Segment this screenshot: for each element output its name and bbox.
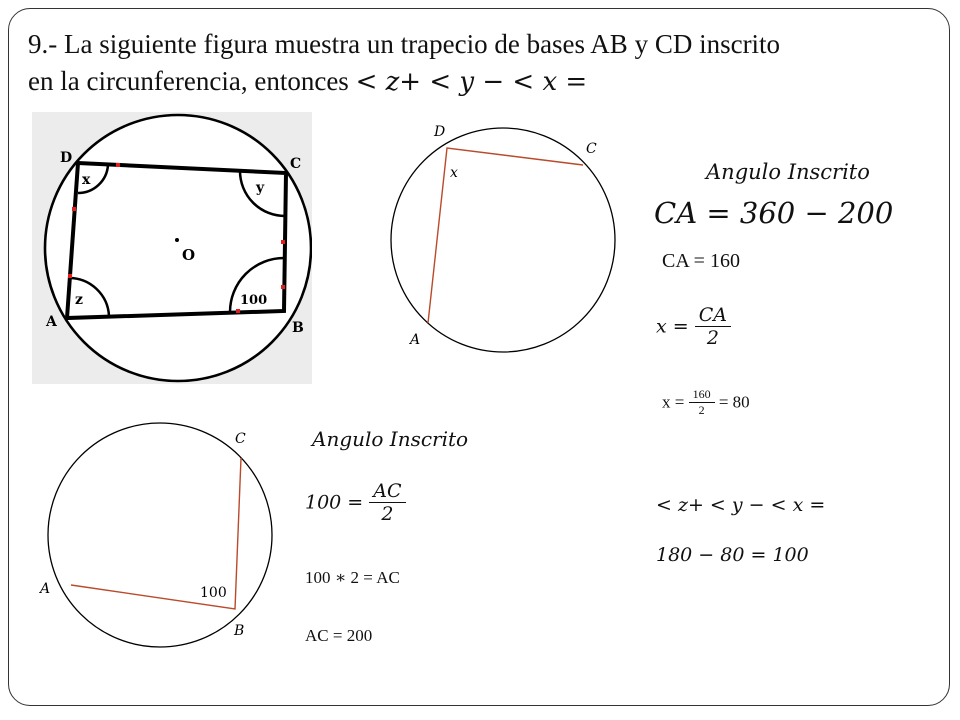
angle-label-100: 100 (240, 293, 268, 308)
vertex-label-c: C (290, 156, 302, 172)
right-eq-4-rhs: = 80 (718, 392, 750, 412)
title-line-1: 9.- La siguiente figura muestra un trapecio de bases AB y CD inscrito (28, 29, 781, 59)
top-circle (391, 128, 615, 352)
center-label: O (182, 246, 196, 264)
bottom-heading: Angulo Inscrito (312, 427, 469, 451)
angle-label-z: z (75, 292, 83, 308)
right-heading: Angulo Inscrito (706, 160, 870, 184)
vertex-label-a: A (46, 314, 57, 330)
top-circle-figure (380, 115, 630, 365)
bottom-eq-3: AC = 200 (305, 626, 373, 645)
main-circle (45, 115, 311, 381)
center-point (175, 238, 179, 242)
right-eq-5: < z+ < y − < x = (656, 494, 826, 516)
bottom-eq-1-lhs: 100 = (305, 491, 364, 514)
angle-label-y: y (256, 180, 265, 196)
right-eq-4 (662, 387, 750, 418)
angle-label-x: x (82, 172, 91, 188)
fraction-numerator: 160 (689, 387, 715, 403)
label-x: x (450, 165, 458, 181)
title-line-2-math: < z+ < y − < x = (355, 67, 588, 97)
vertex-label-d: D (60, 150, 73, 166)
fraction-denominator: 2 (706, 327, 719, 349)
label-c: C (586, 141, 597, 157)
right-eq-3-lhs: x = (656, 315, 689, 338)
fraction-denominator: 2 (698, 403, 705, 417)
right-eq-4-lhs: x = (662, 392, 685, 412)
right-eq-4-fraction (689, 387, 715, 418)
title-line-2-text: en la circunferencia, entonces (28, 66, 356, 96)
bottom-eq-1-fraction (369, 480, 405, 525)
fraction-numerator: AC (369, 480, 405, 503)
right-eq-2: CA = 160 (662, 250, 740, 272)
title-line-2 (28, 63, 948, 101)
right-eq-3 (656, 304, 731, 349)
label-a: A (410, 332, 421, 348)
bottom-circle-figure (30, 415, 290, 655)
label-a: A (40, 581, 51, 597)
problem-statement (28, 26, 948, 101)
bottom-eq-1 (305, 480, 406, 525)
vertex-label-b: B (292, 320, 304, 336)
label-c: C (235, 431, 246, 447)
fraction-denominator: 2 (381, 503, 394, 525)
label-b: B (234, 623, 245, 639)
angle-label-100: 100 (200, 585, 227, 601)
main-figure (32, 112, 312, 384)
right-eq-1: CA = 360 − 200 (654, 196, 894, 230)
right-eq-6: 180 − 80 = 100 (656, 544, 809, 566)
right-eq-3-fraction (695, 304, 731, 349)
fraction-numerator: CA (695, 304, 731, 327)
label-d: D (434, 124, 446, 140)
bottom-eq-2: 100 ∗ 2 = AC (305, 568, 400, 587)
